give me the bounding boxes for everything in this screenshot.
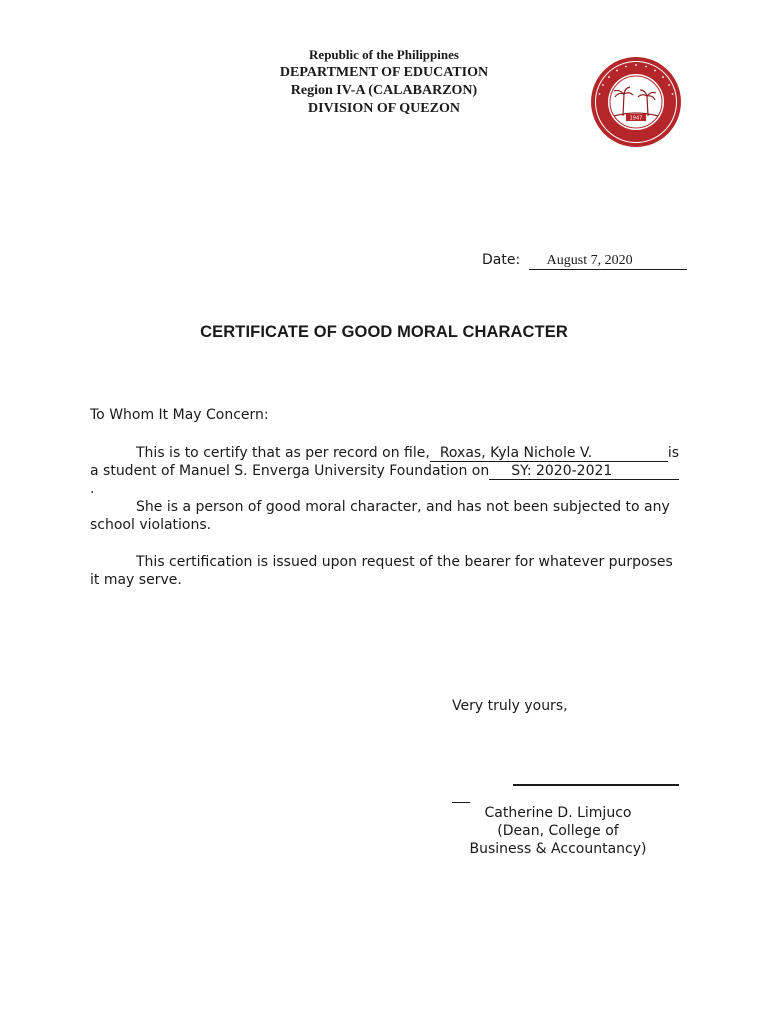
purpose-text: This certification is issued upon request of the bearer for whatever purposes it may serve.	[90, 554, 673, 588]
letterhead-republic: Republic of the Philippines	[309, 47, 459, 62]
signatory-title-line1: (Dean, College of	[497, 823, 619, 839]
certify-is-text: is	[667, 445, 679, 461]
date-label: Date:	[482, 252, 521, 268]
certify-lead-text: This is to certify that as per record on file,	[136, 445, 430, 461]
signature-short-line	[452, 802, 470, 803]
paragraph-purpose	[90, 553, 680, 589]
signatory-title-line2: Business & Accountancy)	[469, 841, 647, 857]
date-row	[482, 251, 687, 270]
student-name: Roxas, Kyla Nichole V.	[430, 446, 668, 462]
signatory-name: Catherine D. Limjuco	[484, 805, 632, 821]
date-value: August 7, 2020	[529, 253, 687, 270]
letterhead-division: DIVISION OF QUEZON	[308, 101, 460, 116]
document-title: CERTIFICATE OF GOOD MORAL CHARACTER	[200, 323, 568, 341]
signature-line	[513, 784, 679, 786]
university-seal-icon	[590, 56, 682, 148]
moral-character-text: She is a person of good moral character, and has not been subjected to any school violations.	[90, 499, 670, 533]
letterhead-region: Region IV-A (CALABARZON)	[290, 83, 478, 98]
seal-inner-disc	[608, 74, 664, 130]
paragraph-moral-character	[90, 498, 680, 534]
certify-period: .	[90, 481, 95, 497]
salutation: To Whom It May Concern:	[90, 407, 269, 423]
paragraph-certify	[90, 444, 680, 498]
certify-university-text: a student of Manuel S. Enverga University Foundation on	[90, 463, 490, 479]
seal-year-label: 1947	[629, 115, 643, 122]
letterhead-department: DEPARTMENT OF EDUCATION	[279, 65, 489, 80]
school-year: SY: 2020-2021	[489, 464, 679, 480]
closing-salutation: Very truly yours,	[452, 698, 568, 714]
signatory-block	[458, 804, 658, 858]
